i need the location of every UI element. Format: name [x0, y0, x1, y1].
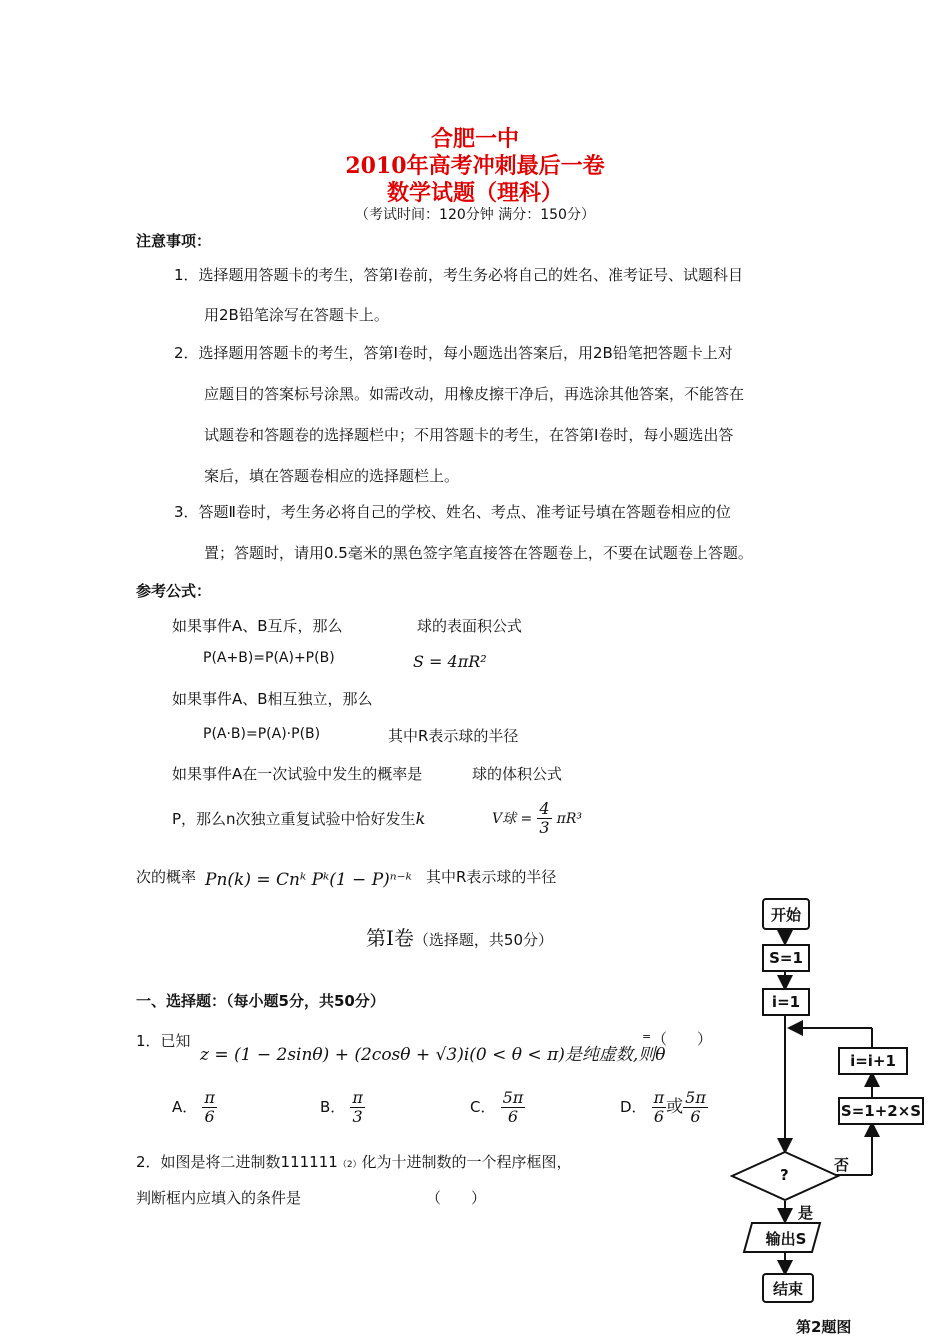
- fraction-denominator: 6: [690, 1107, 701, 1126]
- option-b[interactable]: [320, 1089, 365, 1126]
- formula-text: 球的表面积公式: [417, 617, 523, 635]
- flowchart-init-i: i=1: [762, 988, 810, 1016]
- section-subtitle: （选择题，共50分）: [413, 931, 553, 949]
- option-fraction: [501, 1089, 526, 1126]
- formula-text: 如果事件A在一次试验中发生的概率是: [172, 765, 423, 783]
- volume-fraction: [537, 800, 551, 837]
- fraction-numerator: π: [653, 1088, 665, 1107]
- question-1-prefix: 1．已知: [136, 1032, 191, 1050]
- formula-text: 如果事件A、B互斥，那么: [172, 617, 343, 635]
- section-title: [366, 922, 553, 951]
- option-label: B．: [320, 1098, 346, 1116]
- formula-k: k: [415, 809, 426, 828]
- flowchart-init-s: S=1: [762, 944, 810, 972]
- formula-sphere-volume: [492, 800, 582, 837]
- flowchart-output: 输出S: [765, 1230, 807, 1248]
- note-line: 2．选择题用答题卡的考生，答第Ⅰ卷时，每小题选出答案后，用2B铅笔把答题卡上对: [174, 344, 733, 362]
- fraction-denominator: 6: [507, 1107, 519, 1126]
- flowchart-no-label: 否: [834, 1156, 850, 1174]
- exam-time-note: （考试时间：120分钟 满分：150分）: [355, 207, 595, 223]
- flowchart-caption: 第2题图: [796, 1318, 852, 1336]
- question-2-bracket: （ ）: [426, 1189, 487, 1207]
- question-2-subscript: （2）: [337, 1160, 362, 1170]
- flowchart-increment: i=i+1: [838, 1047, 908, 1075]
- option-c[interactable]: [470, 1089, 525, 1126]
- flowchart-start: 开始: [762, 898, 810, 930]
- option-fraction: [202, 1089, 217, 1126]
- volume-lhs: V球 =: [492, 811, 533, 827]
- formula-sphere-area: S = 4πR²: [413, 652, 487, 671]
- part-title: 一、选择题：（每小题5分，共50分）: [136, 992, 385, 1010]
- option-or: 或: [666, 1097, 684, 1117]
- fraction-numerator: 5π: [502, 1088, 524, 1107]
- note-line: 案后，填在答题卷相应的选择题栏上。: [204, 467, 460, 485]
- question-2-text: 2．如图是将二进制数111111: [136, 1153, 338, 1171]
- note-line: 用2B铅笔涂写在答题卡上。: [204, 306, 389, 324]
- formula-addition: P(A+B)=P(A)+P(B): [203, 650, 335, 666]
- formula-text: 其中R表示球的半径: [426, 868, 557, 886]
- note-line: 3．答题Ⅱ卷时，考生务必将自己的学校、姓名、考点、准考证号填在答题卷相应的位: [174, 503, 731, 521]
- fraction-numerator: 5π: [685, 1088, 706, 1107]
- note-line: 置；答题时，请用0.5毫米的黑色签字笔直接答在答题卷上，不要在试题卷上答题。: [204, 544, 753, 562]
- fraction-denominator: 3: [352, 1107, 363, 1126]
- subject-title: 数学试题（理科）: [386, 180, 563, 206]
- option-label: A．: [172, 1098, 198, 1116]
- option-label: D．: [620, 1098, 647, 1116]
- fraction-numerator: 4: [539, 799, 550, 818]
- question-1-formula: z = (1 − 2sinθ) + (2cosθ + √3)i(0 < θ < π)是纯虚数,则θ: [200, 1045, 666, 1065]
- volume-rhs: πR³: [556, 811, 583, 827]
- flowchart-end: 结束: [762, 1273, 814, 1303]
- exam-title: 2010年高考冲刺最后一卷: [345, 153, 605, 179]
- flowchart-update: S=1+2×S: [838, 1097, 924, 1125]
- fraction-denominator: 3: [539, 818, 550, 837]
- formula-text: [172, 808, 425, 829]
- formula-binomial: Pn(k) = Cnᵏ Pᵏ(1 − P)ⁿ⁻ᵏ: [205, 870, 412, 890]
- option-d[interactable]: [620, 1089, 708, 1126]
- formula-text: 球的体积公式: [472, 765, 563, 783]
- fraction-denominator: 6: [204, 1107, 215, 1126]
- note-line: 试题卷和答题卷的选择题栏中；不用答题卡的考生，在答第Ⅰ卷时，每小题选出答: [204, 426, 734, 444]
- fraction-numerator: π: [204, 1088, 215, 1107]
- option-fraction: [652, 1089, 667, 1126]
- question-1-eq: =: [642, 1030, 652, 1043]
- question-2-line: [136, 1151, 572, 1172]
- formula-text-part: P，那么n次独立重复试验中恰好发生: [172, 810, 416, 828]
- fraction-numerator: π: [352, 1088, 363, 1107]
- school-name: 合肥一中: [430, 126, 519, 152]
- section-name: 第Ⅰ卷: [366, 926, 414, 950]
- question-1-bracket: （ ）: [652, 1030, 713, 1048]
- question-2-text: 化为十进制数的一个程序框图，: [361, 1153, 572, 1171]
- formula-text: 如果事件A、B相互独立，那么: [172, 690, 373, 708]
- flowchart-yes-label: 是: [798, 1204, 814, 1222]
- note-line: 1．选择题用答题卡的考生，答第Ⅰ卷前，考生务必将自己的姓名、准考证号、试题科目: [174, 266, 743, 284]
- formulas-title: 参考公式：: [136, 582, 212, 600]
- notes-title: 注意事项：: [136, 232, 212, 250]
- formula-multiplication: P(A·B)=P(A)·P(B): [203, 726, 321, 742]
- note-line: 应题目的答案标号涂黑。如需改动，用橡皮擦干净后，再选涂其他答案，不能答在: [204, 385, 745, 403]
- option-a[interactable]: [172, 1089, 217, 1126]
- formula-text: 次的概率: [136, 868, 197, 886]
- fraction-denominator: 6: [653, 1107, 664, 1126]
- option-label: C．: [470, 1098, 496, 1116]
- formula-text: 其中R表示球的半径: [388, 727, 519, 745]
- option-fraction: [350, 1089, 365, 1126]
- question-2-line: 判断框内应填入的条件是: [136, 1189, 302, 1207]
- flowchart-condition: ?: [780, 1166, 789, 1184]
